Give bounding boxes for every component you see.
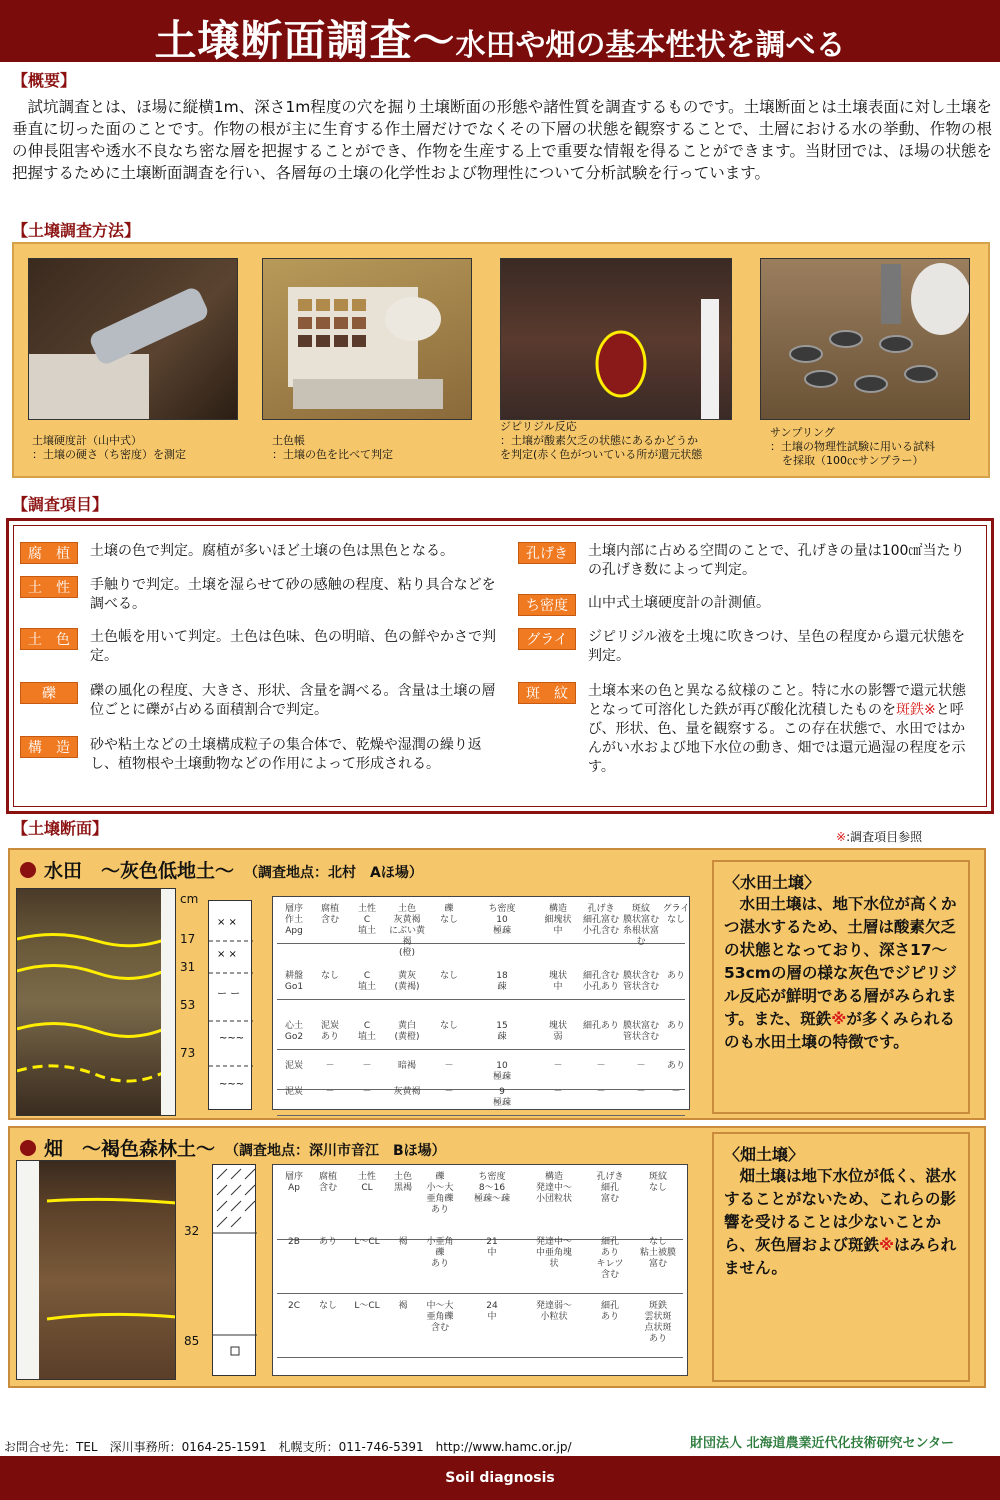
field-table-cell: 褐 bbox=[398, 1237, 408, 1247]
paddy-table-cell: なし bbox=[439, 915, 458, 925]
paddy-table-cell: － bbox=[325, 1087, 335, 1097]
paddy-table-cell: － bbox=[553, 1061, 563, 1071]
sampling-caption: サンプリング ：土壌の物理性試験に用いる試料 を採取（100㏄サンプラー） bbox=[770, 426, 935, 467]
paddy-table-cell: 細塊状 中 bbox=[544, 915, 572, 936]
sampler-illustration bbox=[761, 259, 970, 420]
paddy-note-title: 〈水田土壌〉 bbox=[724, 873, 821, 892]
tag-hardness: ち密度 bbox=[518, 594, 576, 616]
paddy-table-cell: － bbox=[553, 1087, 563, 1097]
paddy-table-cell: なし bbox=[439, 1021, 458, 1031]
svg-text:× ×: × × bbox=[217, 917, 237, 928]
paddy-depth-1: 17 bbox=[180, 932, 196, 946]
paddy-table-cell: － bbox=[636, 1061, 646, 1071]
paddy-table-cell: 心土 Go2 bbox=[284, 1021, 304, 1042]
field-table-cell: 含む bbox=[318, 1183, 337, 1193]
paddy-title: 水田 ～灰色低地土～ （調査地点：北村 Aほ場） bbox=[20, 856, 423, 883]
paddy-table-cell: C 埴土 bbox=[357, 1021, 376, 1042]
field-table-cell: 黒褐 bbox=[393, 1183, 412, 1193]
field-table-header: 構造 bbox=[544, 1172, 563, 1182]
tag-gley: グライ bbox=[518, 628, 576, 650]
paddy-table-divider bbox=[277, 1049, 685, 1050]
soil-color-chart-photo bbox=[262, 258, 472, 420]
paddy-table-header: 斑紋 bbox=[631, 904, 650, 914]
sampling-photo bbox=[760, 258, 970, 420]
tag-soil-color: 土 色 bbox=[20, 628, 78, 650]
field-table-cell: 細孔 富む bbox=[600, 1183, 619, 1204]
paddy-table-cell: 9 極疎 bbox=[492, 1087, 511, 1108]
bottom-label: Soil diagnosis bbox=[445, 1470, 555, 1486]
bullet-icon bbox=[20, 862, 36, 878]
paddy-table-cell: 泥炭 bbox=[284, 1061, 303, 1071]
field-table-cell: 褐 bbox=[398, 1301, 408, 1311]
desc-texture: 手触りで判定。土壌を湿らせて砂の感触の程度、粘り具合などを調べる。 bbox=[90, 577, 496, 612]
paddy-table-cell: 泥炭 bbox=[284, 1087, 303, 1097]
paddy-table-header: 層序 bbox=[284, 904, 303, 914]
field-table-cell: 8～16 極疎～疎 bbox=[473, 1183, 510, 1204]
paddy-table-cell: 黄灰 (黄褐) bbox=[394, 971, 420, 992]
desc-hardness: 山中式土壌硬度計の計測値。 bbox=[588, 595, 770, 611]
desc-porosity: 土壌内部に占める空間のことで、孔げきの量は100㎠当たりの孔げき数によって判定。 bbox=[588, 543, 965, 578]
paddy-table-cell: C 埴土 bbox=[357, 915, 376, 936]
field-table-header: 腐植 bbox=[318, 1172, 337, 1182]
field-table-header: ち密度 bbox=[478, 1172, 506, 1182]
desc-mottle: 土壌本来の色と異なる紋様のこと。特に水の影響で還元状態となって可溶化した鉄が再び酸化沈積したものを斑鉄※と呼び、形状、色、量を観察する。この存在状態で、水田ではかんがい水および地下水位の動き、畑では還元過湿の程度を示す。 bbox=[588, 683, 966, 775]
paddy-table-cell: 10 極疎 bbox=[492, 1061, 511, 1082]
field-horizon-column bbox=[212, 1164, 256, 1376]
tag-humus: 腐 植 bbox=[20, 542, 78, 564]
paddy-table-cell: 暗褐 bbox=[397, 1061, 416, 1071]
paddy-table-cell: － bbox=[362, 1061, 372, 1071]
field-note bbox=[712, 1132, 970, 1382]
paddy-table-header: 土性 bbox=[357, 904, 376, 914]
organization-name: 財団法人 北海道農業近代化技術研究センター bbox=[690, 1436, 955, 1451]
paddy-note bbox=[712, 860, 970, 1114]
svg-text:ー ー: ー ー bbox=[217, 989, 241, 1000]
paddy-table-cell: 膜状富む 糸根状富む bbox=[622, 915, 659, 947]
desc-soil-color: 土色帳を用いて判定。土色は色味、色の明暗、色の鮮やかさで判定。 bbox=[90, 629, 496, 664]
paddy-table-cell: 膜状含む 管状含む bbox=[622, 971, 659, 992]
field-horizon-lines bbox=[17, 1161, 176, 1380]
paddy-table-cell: 作土 Apg bbox=[284, 915, 303, 936]
page-title: 土壌断面調査～ bbox=[154, 16, 456, 65]
paddy-section bbox=[8, 848, 986, 1120]
field-title: 畑 ～褐色森林土～ （調査地点：深川市音江 Bほ場） bbox=[20, 1134, 446, 1161]
paddy-table-cell: 膜状富む 管状含む bbox=[622, 1021, 659, 1042]
paddy-table-cell: 灰黄褐 bbox=[393, 1087, 421, 1097]
color-chart-illustration bbox=[263, 259, 472, 420]
paddy-table-cell: 18 疎 bbox=[496, 971, 508, 992]
desc-humus: 土壌の色で判定。腐植が多いほど土壌の色は黒色となる。 bbox=[90, 543, 454, 559]
paddy-table-cell: あり bbox=[666, 971, 685, 981]
paddy-table-cell: 耕盤 Go1 bbox=[284, 971, 304, 992]
paddy-table-cell: 塊状 中 bbox=[548, 971, 567, 992]
paddy-table bbox=[272, 896, 690, 1110]
tag-porosity: 孔げき bbox=[518, 542, 576, 564]
hardness-meter-caption: 土壌硬度計（山中式） ：土壌の硬さ（ち密度）を測定 bbox=[32, 434, 186, 461]
desc-structure: 砂や粘土などの土壌構成粒子の集合体で、乾燥や湿潤の繰り返し、植物根や土壌動物などの作用によって形成される。 bbox=[90, 737, 482, 772]
field-profile-photo bbox=[16, 1160, 176, 1380]
paddy-table-cell: － bbox=[362, 1087, 372, 1097]
paddy-column-pattern bbox=[209, 901, 253, 1111]
field-table-cell: CL bbox=[361, 1183, 373, 1193]
paddy-table-cell: － bbox=[444, 1087, 454, 1097]
paddy-table-header: 土色 bbox=[397, 904, 416, 914]
paddy-note-text: 水田土壌は、地下水位が高くかつ湛水するため、土層は酸素欠乏の状態となっており、深さ17～53cmの層の様な灰色でジピリジル反応が鮮明である層がみられます。また、斑鉄※が多くみられるのも水田土壌の特徴です。 bbox=[724, 895, 957, 1051]
paddy-table-divider bbox=[277, 1115, 685, 1116]
field-table-cell: 24 中 bbox=[486, 1301, 498, 1322]
reference-note: ※:調査項目参照 bbox=[836, 830, 923, 844]
paddy-table-header: 孔げき bbox=[587, 904, 615, 914]
contact-info: お問合せ先：TEL 深川事務所：0164-25-1591 札幌支所：011-746-5391 http://www.hamc.or.jp/ bbox=[4, 1440, 572, 1454]
paddy-table-cell: 細孔あり bbox=[582, 1021, 619, 1031]
paddy-table-header: ち密度 bbox=[488, 904, 516, 914]
field-table-divider bbox=[277, 1293, 683, 1294]
paddy-table-cell: 含む bbox=[320, 915, 339, 925]
dipyridyl-caption: ジピリジル反応 ：土壌が酸素欠乏の状態にあるかどうか を判定(赤く色がついている所が還元状態 bbox=[500, 420, 703, 461]
overview-heading: 【概要】 bbox=[12, 71, 77, 90]
paddy-table-cell: 細孔富む 小孔含む bbox=[582, 915, 619, 936]
field-table-cell: なし bbox=[648, 1183, 667, 1193]
field-depth-2: 85 bbox=[184, 1334, 200, 1348]
desc-gley: ジピリジル液を土塊に吹きつけ、呈色の程度から還元状態を判定。 bbox=[588, 629, 966, 664]
field-note-title: 〈畑土壌〉 bbox=[724, 1145, 805, 1164]
tag-structure: 構 造 bbox=[20, 736, 78, 758]
field-table-header: 土性 bbox=[357, 1172, 376, 1182]
paddy-table-cell: － bbox=[444, 1061, 454, 1071]
paddy-table-cell: なし bbox=[439, 971, 458, 981]
field-depth-1: 32 bbox=[184, 1224, 200, 1238]
field-table-cell: L～CL bbox=[354, 1301, 380, 1311]
field-table-cell: 発達弱～ 小粒状 bbox=[535, 1301, 572, 1322]
field-table-cell: なし bbox=[318, 1301, 337, 1311]
hardness-meter-photo bbox=[28, 258, 238, 420]
paddy-table-cell: 塊状 弱 bbox=[548, 1021, 567, 1042]
paddy-table-cell: 灰黄褐 にぶい黄褐 (橙) bbox=[388, 915, 425, 958]
paddy-table-header: 礫 bbox=[444, 904, 454, 914]
field-table-header: 層序 bbox=[284, 1172, 303, 1182]
field-table-cell: 小亜角 礫 あり bbox=[426, 1237, 454, 1269]
field-table-cell: 発達中～ 中亜角塊 状 bbox=[535, 1237, 572, 1269]
bullet-icon bbox=[20, 1140, 36, 1156]
field-table-cell: なし 粘土被膜 富む bbox=[639, 1237, 676, 1269]
field-table-cell: 細孔 あり bbox=[600, 1301, 619, 1322]
dipyridyl-illustration bbox=[501, 259, 732, 420]
field-table-cell: 斑鉄 雲状斑 点状斑 あり bbox=[644, 1301, 672, 1344]
paddy-table-cell: － bbox=[596, 1061, 606, 1071]
paddy-horizon-column bbox=[208, 900, 252, 1110]
paddy-table-divider bbox=[277, 999, 685, 1000]
paddy-table-cell: 黄白 (黄橙) bbox=[394, 1021, 420, 1042]
svg-text:~~~: ~~~ bbox=[219, 1079, 245, 1090]
field-column-pattern bbox=[213, 1165, 257, 1377]
field-table-cell: 小～大 亜角礫 あり bbox=[426, 1183, 454, 1215]
svg-text:~~~: ~~~ bbox=[219, 1033, 245, 1044]
paddy-table-cell: なし bbox=[320, 971, 339, 981]
svg-text:× ×: × × bbox=[217, 949, 237, 960]
field-table-cell: Ap bbox=[288, 1183, 300, 1193]
paddy-table-cell: なし bbox=[666, 915, 685, 925]
bottom-bar bbox=[0, 1456, 1000, 1500]
paddy-table-cell: あり bbox=[666, 1021, 685, 1031]
paddy-cm-label: cm bbox=[180, 892, 199, 906]
paddy-table-cell: あり bbox=[666, 1061, 685, 1071]
methods-panel bbox=[12, 242, 990, 478]
paddy-table-cell: 10 極疎 bbox=[492, 915, 511, 936]
field-table-divider bbox=[277, 1357, 683, 1358]
field-table-cell: 2C bbox=[287, 1301, 300, 1311]
desc-gravel: 礫の風化の程度、大きさ、形状、含量を調べる。含量は土壌の層位ごとに礫が占める面積割合で判定。 bbox=[90, 683, 496, 718]
field-table-header: 孔げき bbox=[596, 1172, 624, 1182]
field-section bbox=[8, 1126, 986, 1388]
paddy-table-header: 構造 bbox=[548, 904, 567, 914]
field-table-cell: 21 中 bbox=[486, 1237, 498, 1258]
field-table-header: 土色 bbox=[393, 1172, 412, 1182]
field-table-cell: 中～大 亜角礫 含む bbox=[426, 1301, 454, 1333]
paddy-table-header: グライ bbox=[662, 904, 690, 914]
field-table-header: 斑紋 bbox=[648, 1172, 667, 1182]
paddy-table-header: 腐植 bbox=[320, 904, 339, 914]
paddy-table-cell: － bbox=[671, 1087, 681, 1097]
paddy-table-cell: － bbox=[325, 1061, 335, 1071]
field-table bbox=[272, 1164, 688, 1376]
field-table-header: 礫 bbox=[435, 1172, 445, 1182]
field-table-cell: 2B bbox=[288, 1237, 300, 1247]
field-note-text: 畑土壌は地下水位が低く、湛水することがないため、これらの影響を受けることは少ないことから、灰色層および斑鉄※はみられません。 bbox=[724, 1167, 957, 1277]
tag-texture: 土 性 bbox=[20, 576, 78, 598]
hardness-meter-illustration bbox=[29, 259, 238, 420]
field-table-cell: あり bbox=[318, 1237, 337, 1247]
paddy-table-cell: 15 疎 bbox=[496, 1021, 508, 1042]
paddy-table-cell: － bbox=[636, 1087, 646, 1097]
paddy-horizon-lines bbox=[17, 889, 176, 1116]
paddy-depth-2: 31 bbox=[180, 960, 196, 974]
paddy-table-cell: 細孔含む 小孔あり bbox=[582, 971, 619, 992]
overview-text: 試坑調査とは、ほ場に縦横1m、深さ1m程度の穴を掘り土壌断面の形態や諸性質を調査するものです。土壌断面とは土壌表面に対し土壌を垂直に切った面のことです。作物の根が主に生育する作土層だけでなくその下層の状態を観察することで、土層における水の挙動、作物の根の伸長阻害や透水不良なち密な層を把握することができ、作物を生産する上で重要な情報を得ることができます。当財団では、ほ場の状態を把握するために土壌断面調査を行い、各層毎の土壌の化学性および物理性について分析試験を行っています。 bbox=[12, 98, 992, 182]
dipyridyl-reaction-photo bbox=[500, 258, 732, 420]
paddy-table-cell: － bbox=[596, 1087, 606, 1097]
paddy-depth-3: 53 bbox=[180, 998, 196, 1012]
paddy-table-cell: 泥炭 あり bbox=[320, 1021, 339, 1042]
tag-gravel: 礫 bbox=[20, 682, 78, 704]
methods-heading: 【土壌調査方法】 bbox=[12, 221, 141, 240]
tag-mottle: 斑 紋 bbox=[518, 682, 576, 704]
survey-items-panel bbox=[6, 518, 994, 814]
paddy-depth-4: 73 bbox=[180, 1046, 196, 1060]
paddy-table-cell: C 埴土 bbox=[357, 971, 376, 992]
field-table-cell: L～CL bbox=[354, 1237, 380, 1247]
page-subtitle: 水田や畑の基本性状を調べる bbox=[455, 28, 846, 63]
field-table-cell: 発達中～ 小団粒状 bbox=[535, 1183, 572, 1204]
field-table-cell: 細孔 あり キレツ 含む bbox=[596, 1237, 624, 1280]
profile-heading: 【土壌断面】 bbox=[12, 819, 109, 838]
paddy-profile-photo bbox=[16, 888, 176, 1116]
title-bar bbox=[0, 0, 1000, 65]
survey-items-heading: 【調査項目】 bbox=[12, 495, 109, 514]
soil-color-chart-caption: 土色帳 ：土壌の色を比べて判定 bbox=[272, 434, 393, 461]
